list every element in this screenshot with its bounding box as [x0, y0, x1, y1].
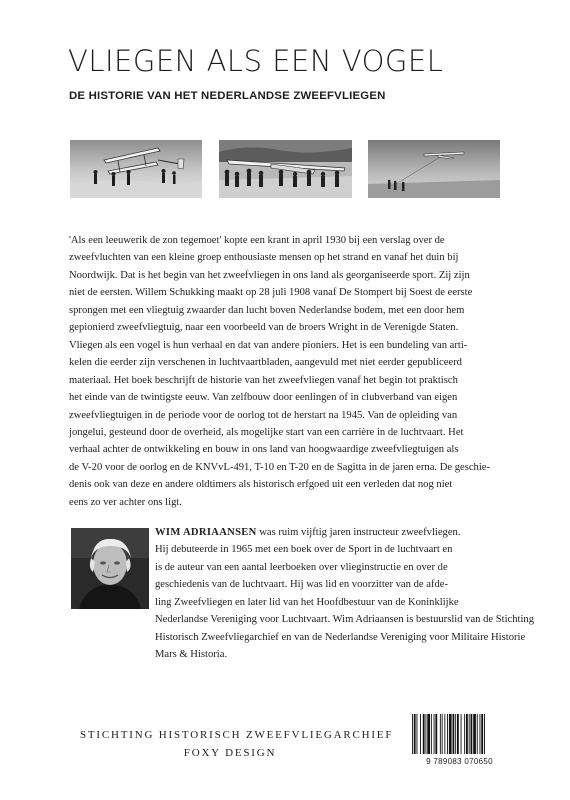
- bio-line: Mars & Historia.: [155, 649, 228, 661]
- isbn-barcode: [408, 712, 511, 770]
- bio-line: ling Zweefvliegen en later lid van het Hoofdbestuur van de Koninklijke: [155, 596, 459, 608]
- summary-line: zweefvliegtuigen in de periode voor de oorlog tot de herstart na 1945. Van de opleiding van: [69, 409, 458, 421]
- publisher-credits: [80, 726, 394, 762]
- glider-photo-crowd: [219, 140, 352, 198]
- summary-line: het einde van de twintigste eeuw. Van zelfbouw door eenlingen of in clubverband van eigen: [69, 392, 458, 404]
- barcode-bars: [408, 712, 511, 756]
- author-bio: [155, 524, 534, 664]
- bio-line: is de auteur van een aantal leerboeken over vlieginstructie en over de: [155, 561, 448, 573]
- book-summary: [69, 232, 509, 511]
- summary-line: eens zo ver achter ons ligt.: [69, 496, 182, 508]
- bio-line: Historisch Zweefvliegarchief en van de Nederlandse Vereniging voor Militaire Historie: [155, 631, 526, 643]
- author-portrait: [71, 528, 149, 609]
- summary-line: jongelui, gesteund door de overheid, als mogelijke start van een carrière in de luchtvaart. Het: [69, 426, 464, 438]
- summary-line: Vliegen als een vogel is hun verhaal en dat van andere pioniers. Het is een bundeling van arti-: [69, 339, 468, 351]
- book-subtitle: DE HISTORIE VAN HET NEDERLANDSE ZWEEFVLIEGEN: [69, 90, 386, 102]
- summary-line: niet de eersten. Willem Schukking maakt op 28 juli 1908 vanaf De Stompert bij Soest de eerste: [69, 287, 473, 299]
- bio-line: Hij debuteerde in 1965 met een boek over de Sport in de luchtvaart en: [155, 544, 453, 556]
- summary-line: gepionierd zweefvliegtuig, naar een voorbeeld van de broers Wright in de Verenigde Staten.: [69, 322, 459, 334]
- summary-line: sprongen met een vliegtuig zwaarder dan lucht boven Nederlandse bodem, met een door hem: [69, 304, 465, 316]
- summary-line: denis ook van deze en andere oldtimers als historisch erfgoed uit een verleden dat nog niet: [69, 479, 453, 491]
- summary-line: Noordwijk. Dat is het begin van het zweefvliegen in ons land als georganiseerde sport. Zij zijn: [69, 269, 470, 281]
- summary-line: kelen die eerder zijn verschenen in luchtvaartbladen, aangevuld met niet eerder gepubliceerd: [69, 357, 462, 369]
- summary-line: de V-20 voor de oorlog en de KNVvL-491, T-10 en T-20 en de Sagitta in de jaren erna. De geschie-: [69, 461, 490, 473]
- publisher-name: STICHTING HISTORISCH ZWEEFVLIEGARCHIEF: [80, 729, 394, 741]
- glider-photo-dunes: [70, 140, 202, 198]
- author-bio-first-line: was ruim vijftig jaren instructeur zweefvliegen.: [256, 527, 461, 538]
- bio-line: Nederlandse Vereniging voor Luchtvaart. Wim Adriaansen is bestuurslid van de Stichting: [155, 614, 534, 626]
- bio-line: geschiedenis van de luchtvaart. Hij was lid en voorzitter van de afde-: [155, 579, 448, 591]
- summary-line: zweefvluchten van een kleine groep enthousiaste mensen op het strand en vanaf het duin bij: [69, 252, 459, 264]
- glider-photo-flight: [368, 140, 500, 198]
- isbn-number: 9 789083 070650: [426, 757, 493, 766]
- summary-line: 'Als een leeuwerik de zon tegemoet' kopte een krant in april 1930 bij een verslag over de: [69, 235, 445, 246]
- author-name: WIM ADRIAANSEN: [155, 527, 257, 538]
- designer-name: FOXY DESIGN: [183, 747, 277, 759]
- summary-line: materiaal. Het boek beschrijft de historie van het zweefvliegen vanaf het begin tot praktisch: [69, 374, 458, 386]
- summary-line: verhaal achter de ontwikkeling en bouw in ons land van hoogwaardige zweefvliegtuigen als: [69, 444, 459, 456]
- book-title: VLIEGEN ALS EEN VOGEL: [68, 44, 444, 78]
